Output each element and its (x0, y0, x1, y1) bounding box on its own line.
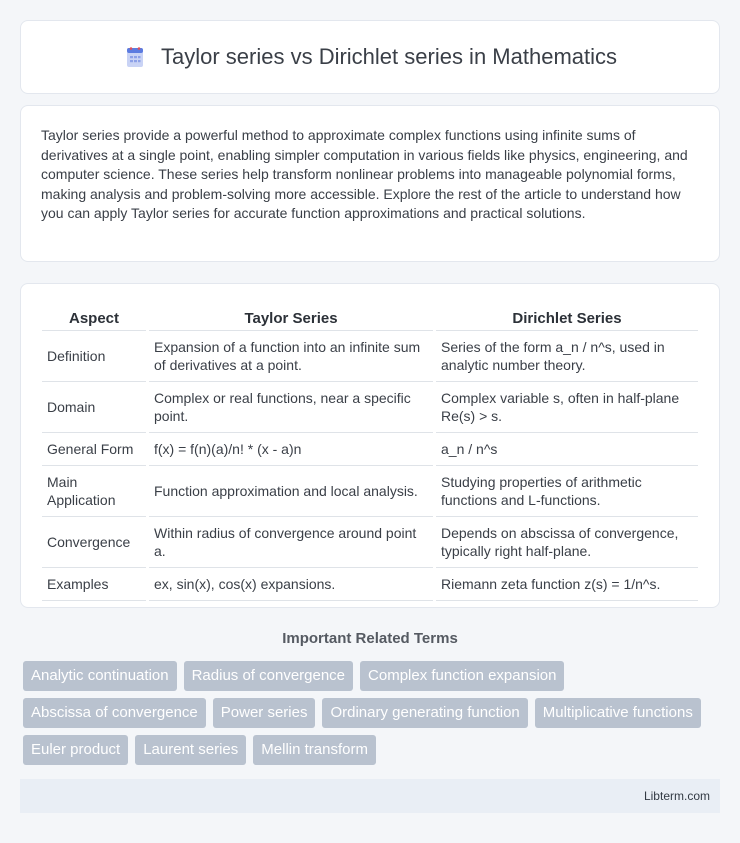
table-row (42, 466, 698, 517)
related-term-tag[interactable]: Analytic continuation (23, 661, 177, 691)
related-term-tag[interactable]: Ordinary generating function (322, 698, 527, 728)
related-term-tag[interactable]: Laurent series (135, 735, 246, 765)
cell-taylor: Expansion of a function into an infinite sum of derivatives at a point. (149, 331, 433, 382)
comparison-table (39, 304, 701, 601)
cell-taylor: Within radius of convergence around point a. (149, 517, 433, 568)
header-taylor: Taylor Series (149, 304, 433, 331)
cell-taylor: f(x) = f(n)(a)/n! * (x - a)n (149, 433, 433, 466)
cell-aspect: Examples (42, 568, 146, 601)
cell-dirichlet: Complex variable s, often in half-plane Re(s) > s. (436, 382, 698, 433)
cell-aspect: Main Application (42, 466, 146, 517)
cell-dirichlet: a_n / n^s (436, 433, 698, 466)
cell-aspect: Definition (42, 331, 146, 382)
cell-taylor: Complex or real functions, near a specific point. (149, 382, 433, 433)
related-term-tag[interactable]: Radius of convergence (184, 661, 353, 691)
page-footer (20, 779, 720, 813)
table-header-row (42, 304, 698, 331)
table-row (42, 517, 698, 568)
cell-dirichlet: Depends on abscissa of convergence, typically right half-plane. (436, 517, 698, 568)
cell-dirichlet: Riemann zeta function z(s) = 1/n^s. (436, 568, 698, 601)
document-icon (123, 45, 147, 69)
related-term-tag[interactable]: Power series (213, 698, 316, 728)
related-terms-list (20, 661, 720, 765)
cell-dirichlet: Series of the form a_n / n^s, used in analytic number theory. (436, 331, 698, 382)
cell-taylor: Function approximation and local analysis. (149, 466, 433, 517)
cell-dirichlet: Studying properties of arithmetic functions and L-functions. (436, 466, 698, 517)
cell-aspect: Domain (42, 382, 146, 433)
related-terms-title: Important Related Terms (282, 630, 458, 647)
cell-taylor: ex, sin(x), cos(x) expansions. (149, 568, 433, 601)
table-row (42, 433, 698, 466)
table-row (42, 331, 698, 382)
related-term-tag[interactable]: Mellin transform (253, 735, 376, 765)
page-title: Taylor series vs Dirichlet series in Mathematics (160, 44, 618, 69)
cell-aspect: General Form (42, 433, 146, 466)
header-aspect: Aspect (42, 304, 146, 331)
comparison-card (20, 283, 720, 608)
intro-text: Taylor series provide a powerful method to approximate complex functions using infinite sums of derivatives at a single point, enabling simpler computation in various fields like physics, engineering, and computer science. These series help transform nonlinear problems into manageable polynomial forms, making analysis and problem-solving more accessible. Explore the rest of the article to understand how you can apply Taylor series for accurate function approximations and practical solutions. (41, 127, 688, 221)
header-dirichlet: Dirichlet Series (436, 304, 698, 331)
table-row (42, 382, 698, 433)
page-header (20, 20, 720, 94)
table-row (42, 568, 698, 601)
related-term-tag[interactable]: Abscissa of convergence (23, 698, 206, 728)
related-term-tag[interactable]: Complex function expansion (360, 661, 564, 691)
cell-aspect: Convergence (42, 517, 146, 568)
related-term-tag[interactable]: Multiplicative functions (535, 698, 701, 728)
intro-card (20, 105, 720, 262)
related-term-tag[interactable]: Euler product (23, 735, 128, 765)
footer-brand-link[interactable]: Libterm.com (643, 789, 710, 803)
